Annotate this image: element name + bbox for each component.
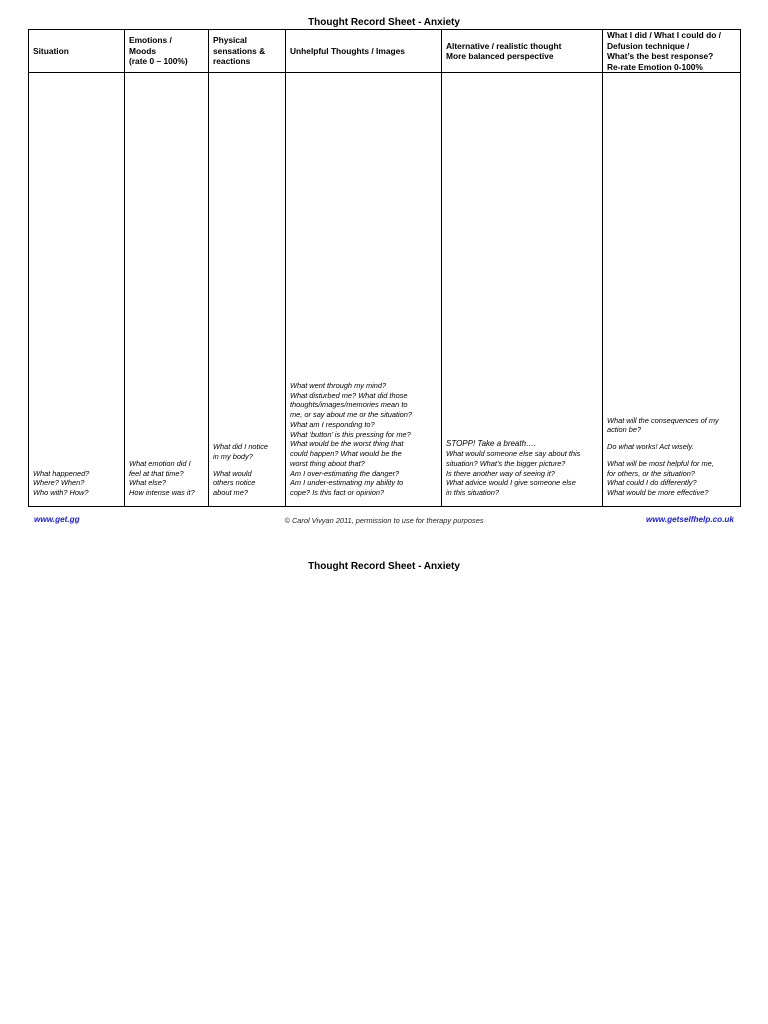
prompt-line: What would be more effective? — [607, 488, 709, 498]
prompt-line: What will be most helpful for me, — [607, 458, 714, 468]
prompt-line: about me? — [213, 488, 248, 498]
prompt-line: What disturbed me? What did those — [290, 390, 408, 400]
copyright-notice: © Carol Vivyan 2011, permission to use for therapy purposes — [284, 516, 484, 525]
prompt-line: Do what works! Act wisely. — [607, 442, 694, 452]
header-line: Moods — [129, 45, 156, 56]
header-line: More balanced perspective — [446, 51, 554, 61]
prompt-line: What ‘button’ is this pressing for me? — [290, 429, 411, 439]
prompt-line: Am I over-estimating the danger? — [290, 468, 400, 478]
cell-physical[interactable] — [209, 73, 286, 507]
prompt-line: in my body? — [213, 451, 253, 461]
prompt-line: for others, or the situation? — [607, 468, 695, 478]
prompt-action-consequences — [607, 416, 736, 436]
prompt-line: What advice would I give someone else — [446, 478, 576, 488]
prompt-action-helpful — [607, 459, 736, 498]
prompt-line: What would someone else say about this — [446, 449, 581, 459]
prompt-line: What will the consequences of my — [607, 415, 719, 425]
prompt-line: How intense was it? — [129, 488, 195, 498]
header-line: Defusion technique / — [607, 40, 690, 51]
get-gg-link[interactable]: www.get.gg — [34, 515, 80, 524]
prompt-line: Am I under-estimating my ability to — [290, 478, 404, 488]
prompt-unhelpful-thoughts — [290, 381, 437, 498]
table-entry-row — [29, 73, 741, 507]
prompt-line: thoughts/images/memories mean to — [290, 400, 408, 410]
prompt-line: What would be the worst thing that — [290, 439, 404, 449]
prompt-line: cope? Is this fact or opinion? — [290, 488, 385, 498]
header-emotions — [125, 30, 209, 73]
prompt-emotions — [129, 459, 204, 498]
prompt-line: me, or say about me or the situation? — [290, 410, 413, 420]
page-title: Thought Record Sheet - Anxiety — [308, 17, 460, 28]
page-title-2: Thought Record Sheet - Anxiety — [308, 561, 460, 572]
header-physical — [209, 30, 286, 73]
header-line: Alternative / realistic thought — [446, 40, 562, 51]
prompt-line: feel at that time? — [129, 468, 184, 478]
prompt-action-works — [607, 442, 736, 452]
thought-record-table — [28, 29, 741, 507]
getselfhelp-link[interactable]: www.getselfhelp.co.uk — [646, 515, 734, 524]
header-action — [603, 30, 741, 73]
prompt-line: action be? — [607, 425, 642, 435]
header-line: Unhelpful Thoughts / Images — [290, 45, 405, 56]
header-line: Emotions / — [129, 35, 172, 46]
header-line: What I did / What I could do / — [607, 30, 721, 40]
prompt-line: worst thing about that? — [290, 458, 365, 468]
prompt-line: What could I do differently? — [607, 478, 697, 488]
prompt-situation — [33, 469, 120, 498]
header-line: Re-rate Emotion 0-100% — [607, 61, 703, 72]
table-header-row — [29, 30, 741, 73]
prompt-line: What went through my mind? — [290, 380, 387, 390]
cell-situation[interactable] — [29, 73, 125, 507]
prompt-line: Is there another way of seeing it? — [446, 468, 555, 478]
prompt-physical-others — [213, 469, 281, 498]
prompt-line: in this situation? — [446, 488, 499, 498]
prompt-physical-body — [213, 442, 281, 462]
cell-emotions[interactable] — [125, 73, 209, 507]
prompt-line: What would — [213, 468, 252, 478]
header-line: sensations & — [213, 45, 266, 56]
prompt-line: Who with? How? — [33, 488, 89, 498]
prompt-line: What am I responding to? — [290, 419, 375, 429]
prompt-line: What else? — [129, 478, 166, 488]
prompt-line: Where? When? — [33, 478, 85, 488]
cell-unhelpful-thoughts[interactable] — [286, 73, 442, 507]
stopp-prompt: STOPP! Take a breath…. — [446, 439, 537, 449]
header-alternative-thought — [442, 30, 603, 73]
header-line: Physical — [213, 35, 247, 46]
header-unhelpful-thoughts — [286, 30, 442, 73]
prompt-line: others notice — [213, 478, 256, 488]
header-line: What’s the best response? — [607, 51, 714, 61]
prompt-line: could happen? What would be the — [290, 449, 402, 459]
prompt-line: What emotion did I — [129, 458, 191, 468]
cell-alternative-thought[interactable] — [442, 73, 603, 507]
prompt-line: situation? What’s the bigger picture? — [446, 458, 566, 468]
cell-action[interactable] — [603, 73, 741, 507]
header-line: reactions — [213, 56, 251, 67]
header-line: Situation — [33, 45, 69, 56]
prompt-alternative — [446, 449, 598, 498]
header-situation — [29, 30, 125, 73]
prompt-line: What happened? — [33, 468, 90, 478]
header-line: (rate 0 – 100%) — [129, 56, 188, 67]
prompt-line: What did I notice — [213, 442, 269, 452]
